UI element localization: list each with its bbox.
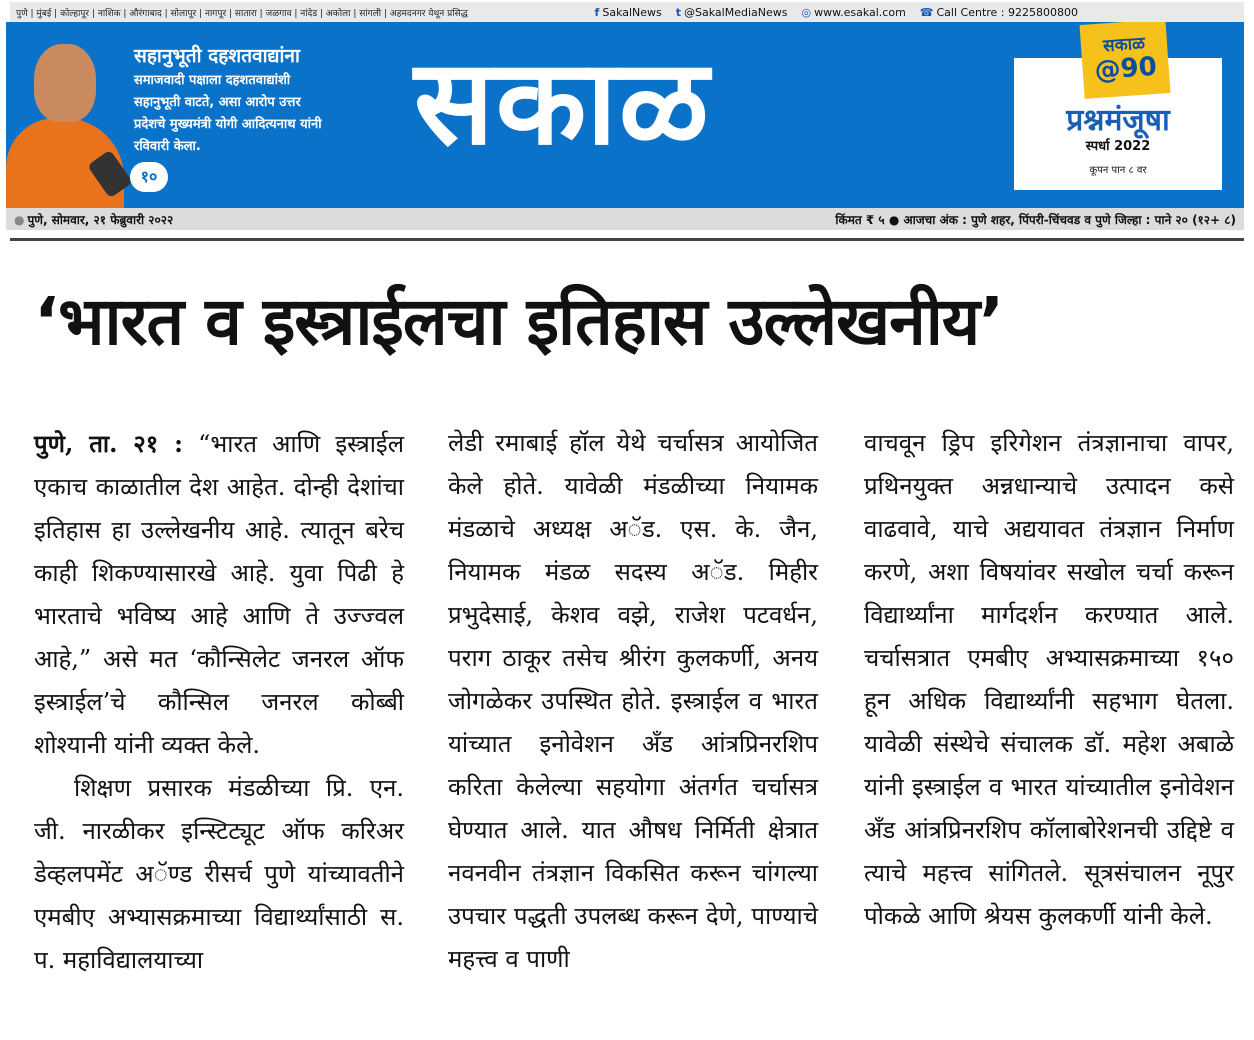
paragraph: लेडी रमाबाई हॉल येथे चर्चासत्र आयोजित केले होते. यावेळी मंडळीच्या नियामक मंडळाचे अध्यक्ष अॅड. एस. के. जैन, नियामक मंडळ सदस्य अॅड. मिहीर प्रभुदेसाई, केशव वझे, राजेश पटवर्धन, पराग ठाकूर तसेच श्रीरंग कुलकर्णी, अनय जोगळेकर उपस्थित होते. इस्त्राईल व भारत यांच्यात इनोवेशन अँड आंत्रप्रिनरशिप करिता केलेल्या सहयोगा अंतर्गत चर्चासत्र घेण्यात आले. यात औषध निर्मिती क्षेत्रात नवनवीन तंत्रज्ञान विकसित करून चांगल्या उपचार पद्धती उपलब्ध करून देणे, पाण्याचे महत्त्व व पाणी: [448, 429, 818, 973]
top-strip: [10, 2, 1244, 22]
divider: [10, 238, 1244, 241]
article-column-2: [448, 422, 818, 981]
lead-story-title[interactable]: सहानुभूती दहशतवाद्यांना: [134, 45, 300, 67]
twitter-link[interactable]: t @SakalMediaNews: [675, 5, 788, 19]
article-dateline: पुणे, ता. २१ :: [34, 429, 183, 458]
issue-info: किंमत ₹ ५ ● आजचा अंक : पुणे शहर, पिंपरी-चिंचवड व पुणे जिल्हा : पाने २० (१२+ ८): [835, 212, 1236, 227]
facebook-link[interactable]: f SakalNews: [594, 5, 662, 19]
globe-icon: ◎: [801, 5, 812, 19]
lead-story-text: समाजवादी पक्षाला दहशतवाद्यांशी सहानुभूती वाटते, असा आरोप उत्तर प्रदेशचे मुख्यमंत्री योगी आदित्यनाथ यांनी रविवारी केला.: [134, 73, 322, 154]
paragraph: वाचवून ड्रिप इरिगेशन तंत्रज्ञानाचा वापर, प्रथिनयुक्त अन्नधान्याचे उत्पादन कसे वाढवावे, याचे अद्ययावत तंत्रज्ञान निर्माण करणे, अशा विषयांवर सखोल चर्चा करून विद्यार्थ्यांना मार्गदर्शन करण्यात आले. चर्चासत्रात एमबीए अभ्यासक्रमाच्या १५० हून अधिक विद्यार्थ्यांनी सहभाग घेतला. यावेळी संस्थेचे संचालक डॉ. महेश अबाळे यांनी इस्त्राईल व भारत यांच्यातील इनोवेशन अँड आंत्रप्रिनरशिप कॉलाबोरेशनची उद्दिष्टे व त्याचे महत्त्व सांगितले. सूत्रसंचालन नूपुर पोकळे आणि श्रेयस कुलकर्णी यांनी केले.: [864, 429, 1234, 930]
paragraph: पुणे, ता. २१ : “भारत आणि इस्त्राईल एकाच काळातील देश आहेत. दोन्ही देशांचा इतिहास हा उल्लेखनीय आहे. त्यातून बरेच काही शिकण्यासारखे आहे. युवा पिढी हे भारताचे भविष्य आहे आणि ते उज्ज्वल आहे,” असे मत ‘कौन्सिलेट जनरल ऑफ इस्त्राईल’चे कौन्सिल जनरल कोब्बी शोश्यानी यांनी व्यक्त केले.: [34, 429, 404, 759]
issue-dateline: [6, 208, 1244, 230]
twitter-icon: t: [675, 5, 682, 19]
article-column-1: [34, 422, 404, 982]
lead-page-badge[interactable]: १०: [130, 162, 168, 192]
article-headline: ‘भारत व इस्त्राईलचा इतिहास उल्लेखनीय’: [34, 283, 1004, 360]
quiz-title: प्रश्नमंजूषा: [1066, 103, 1170, 138]
edition-cities: पुणे | मुंबई | कोल्हापूर | नाशिक | औरंगाबाद | सोलापूर | नागपूर | सातारा | जळगाव | नांदेड | अकोला | सांगली | अहमदनगर येथून प्रसिद्ध: [16, 8, 468, 19]
quiz-coupon-note: कूपन पान ८ वर: [1089, 165, 1147, 176]
anniversary-badge: सकाळ @90: [1080, 22, 1171, 99]
newspaper-logo: सकाळ: [414, 32, 711, 171]
quiz-year: स्पर्धा 2022: [1085, 139, 1151, 154]
website-link[interactable]: ◎ www.esakal.com: [801, 5, 906, 19]
facebook-icon: f: [594, 5, 600, 19]
masthead-banner: [6, 22, 1244, 208]
article-column-3: [864, 422, 1234, 938]
lead-story-photo: [6, 36, 124, 208]
paragraph: शिक्षण प्रसारक मंडळीच्या प्रि. एन. जी. नारळीकर इन्स्टिट्यूट ऑफ करिअर डेव्हलपमेंट अॅण्ड रीसर्च पुणे यांच्यावतीने एमबीए अभ्यासक्रमाच्या विद्यार्थ्यांसाठी स. प. महाविद्यालयाच्या: [34, 774, 404, 974]
contact-links: [595, 6, 1078, 19]
phone-icon: ☎: [919, 5, 934, 19]
issue-date: ● पुणे, सोमवार, २१ फेब्रुवारी २०२२: [14, 212, 174, 227]
call-centre: ☎ Call Centre : 9225800800: [919, 5, 1078, 19]
